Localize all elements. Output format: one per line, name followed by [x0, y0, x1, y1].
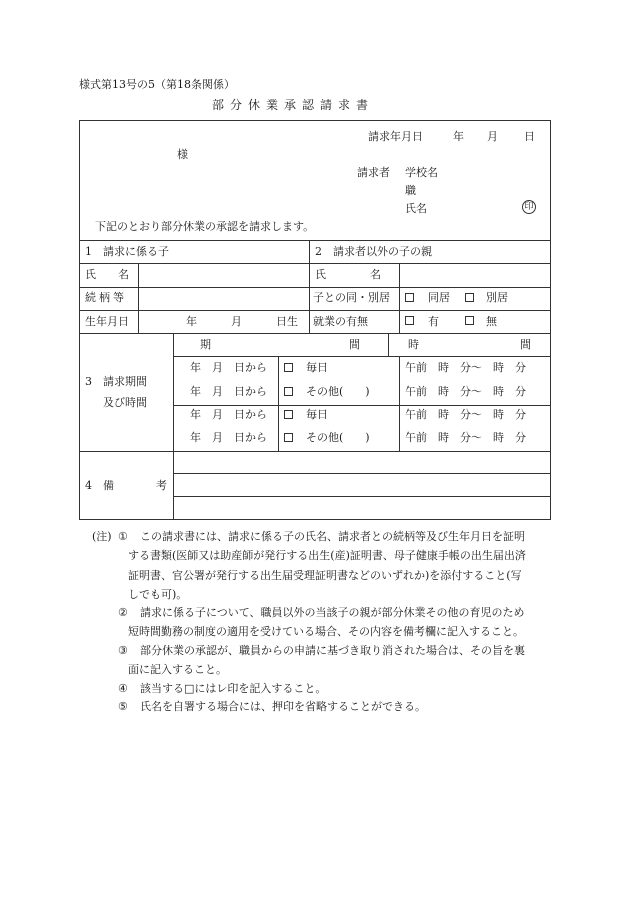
cohabit-checkbox-2[interactable] [465, 293, 474, 302]
child-name-label: 氏 名 [85, 268, 129, 281]
date-year: 年 [453, 130, 464, 143]
note-5-line-1: 氏名を自署する場合には、押印を省略することができる。 [140, 700, 426, 713]
period-row-2-time: 午前 時 分～ 時 分 [405, 385, 526, 398]
remarks-line-1[interactable] [178, 454, 546, 471]
note-2-line-2: 短時間勤務の制度の適用を受けている場合、その内容を備考欄に記入すること。 [128, 625, 524, 638]
time-header: 時 [408, 338, 419, 351]
employment-checkbox-2[interactable] [465, 316, 474, 325]
note-5-num: ⑤ [118, 700, 128, 713]
section2-heading: 2 請求者以外の子の親 [315, 245, 432, 258]
birth-label: 生年月日 [85, 315, 129, 328]
note-1-line-3: 証明書、官公署が発行する出生届受理証明書などのいずれか)を添付すること(写 [128, 569, 522, 582]
note-3-line-2: 面に記入すること。 [128, 663, 227, 676]
form-label: 様式第13号の5（第18条関係） [79, 78, 235, 91]
note-3-num: ③ [118, 644, 128, 657]
addressee-suffix: 様 [177, 148, 188, 161]
period-row-4-opt: その他( ) [306, 431, 370, 444]
section3-heading-line1: 3 請求期間 [85, 375, 147, 388]
seal-mark: 印 [522, 200, 536, 214]
note-4-num: ④ [118, 682, 128, 695]
employment-checkbox-1[interactable] [405, 316, 414, 325]
relation-label: 続柄等 [85, 291, 127, 304]
school-label: 学校名 [405, 166, 438, 179]
note-1-line-2: する書類(医師又は助産師が発行する出生(産)証明書、母子健康手帳の出生届出済 [128, 549, 526, 562]
parent-name-field[interactable] [404, 266, 546, 284]
note-1-line-1: この請求書には、請求に係る子の氏名、請求者との続柄等及び生年月日を証明 [140, 530, 525, 543]
employment-opt1: 有 [428, 315, 439, 328]
period-row-3-opt: 毎日 [306, 408, 328, 421]
parent-name-label: 氏 名 [315, 268, 381, 281]
period-row-2-opt: その他( ) [306, 385, 370, 398]
period-row-2-date: 年 月 日から [190, 385, 267, 398]
period-row-1-opt: 毎日 [306, 361, 328, 374]
remarks-line-3[interactable] [178, 499, 546, 516]
note-4-line-1: 該当する□にはレ印を記入すること。 [140, 682, 327, 695]
period-row-4-checkbox[interactable] [284, 433, 293, 442]
employment-opt2: 無 [486, 315, 497, 328]
relation-field[interactable] [144, 290, 304, 308]
period-row-1-time: 午前 時 分～ 時 分 [405, 361, 526, 374]
section3-heading-line2: 及び時間 [103, 396, 147, 409]
cohabit-opt1: 同居 [428, 291, 450, 304]
birth-month: 月 [231, 315, 242, 328]
period-row-4-date: 年 月 日から [190, 431, 267, 444]
requester-label: 請求者 [357, 166, 390, 179]
period-row-3-checkbox[interactable] [284, 410, 293, 419]
period-row-4-time: 午前 時 分～ 時 分 [405, 431, 526, 444]
position-label: 職 [405, 184, 416, 197]
notes-prefix: (注) [92, 530, 112, 543]
child-name-field[interactable] [144, 266, 304, 284]
birth-year: 年 [186, 315, 197, 328]
employment-label: 就業の有無 [313, 315, 368, 328]
page-title: 部分休業承認請求書 [212, 98, 375, 112]
cohabit-opt2: 別居 [486, 291, 508, 304]
note-2-line-1: 請求に係る子について、職員以外の当該子の親が部分休業その他の育児のため [140, 606, 525, 619]
date-month: 月 [487, 130, 498, 143]
time-header-2: 間 [520, 338, 531, 351]
divider-header [79, 240, 551, 241]
cohabit-label: 子との同・別居 [313, 291, 390, 304]
period-row-3-time: 午前 時 分～ 時 分 [405, 408, 526, 421]
period-row-1-checkbox[interactable] [284, 363, 293, 372]
note-2-num: ② [118, 606, 128, 619]
period-header: 期 [200, 338, 211, 351]
period-header-2: 間 [349, 338, 360, 351]
note-1-num: ① [118, 530, 128, 543]
name-label: 氏名 [405, 202, 427, 215]
section4-heading-2: 考 [156, 479, 167, 492]
cohabit-checkbox-1[interactable] [405, 293, 414, 302]
note-1-line-4: しでも可)。 [128, 588, 188, 601]
period-row-3-date: 年 月 日から [190, 408, 267, 421]
date-label: 請求年月日 [368, 130, 423, 143]
request-text: 下記のとおり部分休業の承認を請求します。 [95, 220, 315, 233]
section4-heading: 4 備 [85, 479, 114, 492]
period-row-2-checkbox[interactable] [284, 387, 293, 396]
note-3-line-1: 部分休業の承認が、職員からの申請に基づき取り消された場合は、その旨を裏 [140, 644, 525, 657]
date-day: 日 [524, 130, 535, 143]
remarks-line-2[interactable] [178, 476, 546, 493]
period-row-1-date: 年 月 日から [190, 361, 267, 374]
section1-heading: 1 請求に係る子 [85, 245, 169, 258]
birth-day: 日生 [276, 315, 298, 328]
